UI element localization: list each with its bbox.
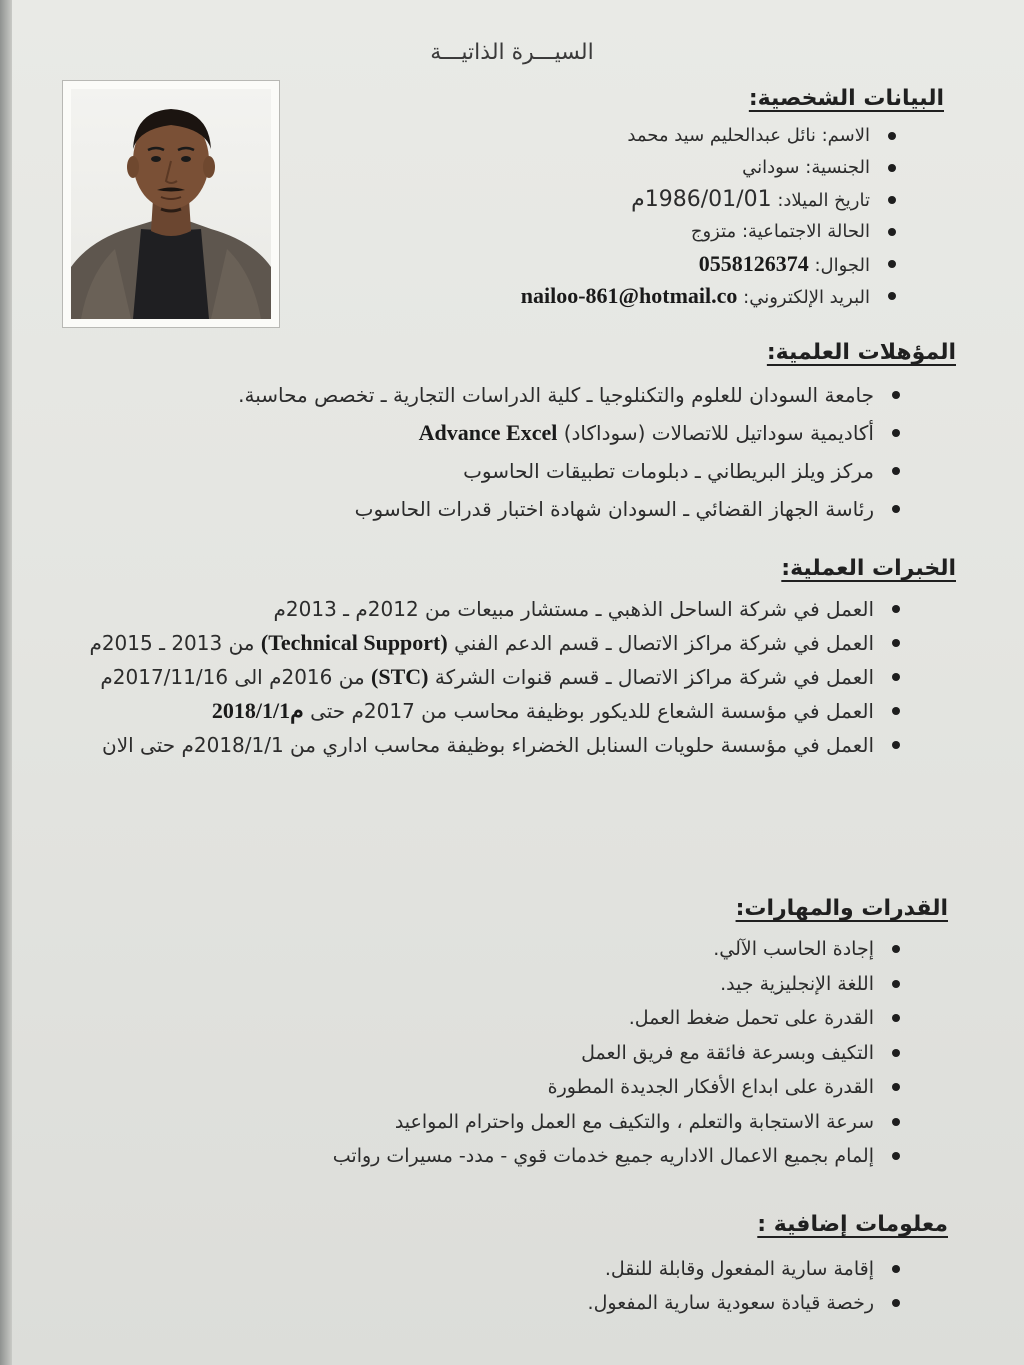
experience-latin: 2018/1/1م [211, 698, 304, 723]
list-item [46, 592, 906, 626]
list-item [46, 660, 906, 694]
list-item [422, 184, 902, 216]
skill-text: اللغة الإنجليزية جيد. [720, 972, 874, 995]
extra-info-text: إقامة سارية المفعول وقابلة للنقل. [604, 1258, 874, 1280]
qualification-latin: Advance Excel [418, 420, 558, 445]
extra-info-heading: معلومات إضافية : [757, 1212, 948, 1237]
list-item [86, 932, 906, 967]
marital-status-value: متزوج [690, 221, 737, 242]
nationality-value: سوداني [742, 157, 800, 178]
list-item [86, 1139, 906, 1174]
experience-latin: (Technical Support) [260, 630, 448, 655]
personal-list [422, 120, 902, 312]
skill-text: التكيف وبسرعة فائقة مع فريق العمل [581, 1041, 874, 1064]
skills-list [86, 932, 906, 1174]
mobile-label: الجوال: [814, 255, 870, 276]
experience-heading: الخبرات العملية: [781, 556, 956, 581]
nationality-label: الجنسية: [805, 157, 870, 178]
list-item [422, 152, 902, 184]
list-item [86, 1105, 906, 1140]
mobile-value: 0558126374 [698, 251, 809, 276]
skill-text: إجادة الحاسب الآلي. [713, 938, 874, 960]
list-item [86, 1001, 906, 1036]
list-item [86, 452, 906, 490]
experience-list [46, 592, 906, 762]
list-item [86, 967, 906, 1002]
list-item [422, 120, 902, 152]
name-value: نائل عبدالحليم سيد محمد [627, 125, 816, 146]
marital-status-label: الحالة الاجتماعية: [741, 221, 870, 242]
experience-text: العمل في مؤسسة حلويات السنابل الخضراء بوظيفة محاسب اداري من 2018/1/1م حتى الان [102, 733, 874, 757]
extra-info-text: رخصة قيادة سعودية سارية المفعول. [587, 1292, 874, 1314]
list-item [86, 490, 906, 528]
experience-text-end: من 2016م الى 2017/11/16م [100, 665, 365, 689]
profile-photo [62, 80, 280, 328]
list-item [46, 626, 906, 660]
skill-text: القدرة على ابداع الأفكار الجديدة المطورة [547, 1076, 874, 1098]
birthdate-label: تاريخ الميلاد: [777, 190, 870, 211]
experience-text: العمل في شركة مراكز الاتصال ـ قسم الدعم الفني [454, 631, 874, 655]
qualifications-list [86, 376, 906, 528]
qualification-text: أكاديمية سوداتيل للاتصالات (سوداكاد) [563, 421, 874, 445]
list-item [422, 248, 902, 280]
list-item [86, 1036, 906, 1071]
experience-text: العمل في شركة الساحل الذهبي ـ مستشار مبيعات من 2012م ـ 2013م [273, 597, 874, 621]
list-item [86, 1286, 906, 1320]
experience-text: العمل في شركة مراكز الاتصال ـ قسم قنوات الشركة [434, 665, 874, 689]
skill-text: إلمام بجميع الاعمال الاداريه جميع خدمات قوي - مدد- مسيرات رواتب [332, 1145, 874, 1167]
experience-text-end: من 2013 ـ 2015م [89, 631, 255, 655]
list-item [422, 216, 902, 248]
birthdate-value: 1986/01/01م [631, 187, 772, 212]
personal-heading: البيانات الشخصية: [748, 86, 944, 111]
skill-text: سرعة الاستجابة والتعلم ، والتكيف مع العمل واحترام المواعيد [394, 1110, 874, 1133]
email-value: nailoo-861@hotmail.co [520, 283, 738, 308]
experience-latin: (STC) [371, 664, 429, 689]
experience-text: العمل في مؤسسة الشعاع للديكور بوظيفة محاسب من 2017م حتى [310, 699, 874, 723]
qualification-text: رئاسة الجهاز القضائي ـ السودان شهادة اختبار قدرات الحاسوب [354, 497, 874, 521]
screen-bezel [0, 0, 12, 1365]
extra-info-list [86, 1252, 906, 1320]
list-item [46, 728, 906, 762]
list-item [86, 1252, 906, 1286]
list-item [86, 1070, 906, 1105]
qualifications-heading: المؤهلات العلمية: [766, 340, 956, 365]
list-item [422, 280, 902, 312]
list-item [86, 376, 906, 414]
document-title: السيـــرة الذاتيـــة [430, 40, 594, 65]
person-portrait-icon [71, 89, 271, 319]
skill-text: القدرة على تحمل ضغط العمل. [628, 1007, 874, 1029]
list-item [46, 694, 906, 728]
list-item [86, 414, 906, 452]
resume-page [12, 0, 1024, 1365]
qualification-text: مركز ويلز البريطاني ـ دبلومات تطبيقات الحاسوب [463, 459, 874, 483]
name-label: الاسم: [821, 125, 870, 146]
skills-heading: القدرات والمهارات: [735, 896, 948, 921]
email-label: البريد الإلكتروني: [743, 287, 870, 308]
qualification-text: جامعة السودان للعلوم والتكنلوجيا ـ كلية الدراسات التجارية ـ تخصص محاسبة. [238, 383, 874, 407]
